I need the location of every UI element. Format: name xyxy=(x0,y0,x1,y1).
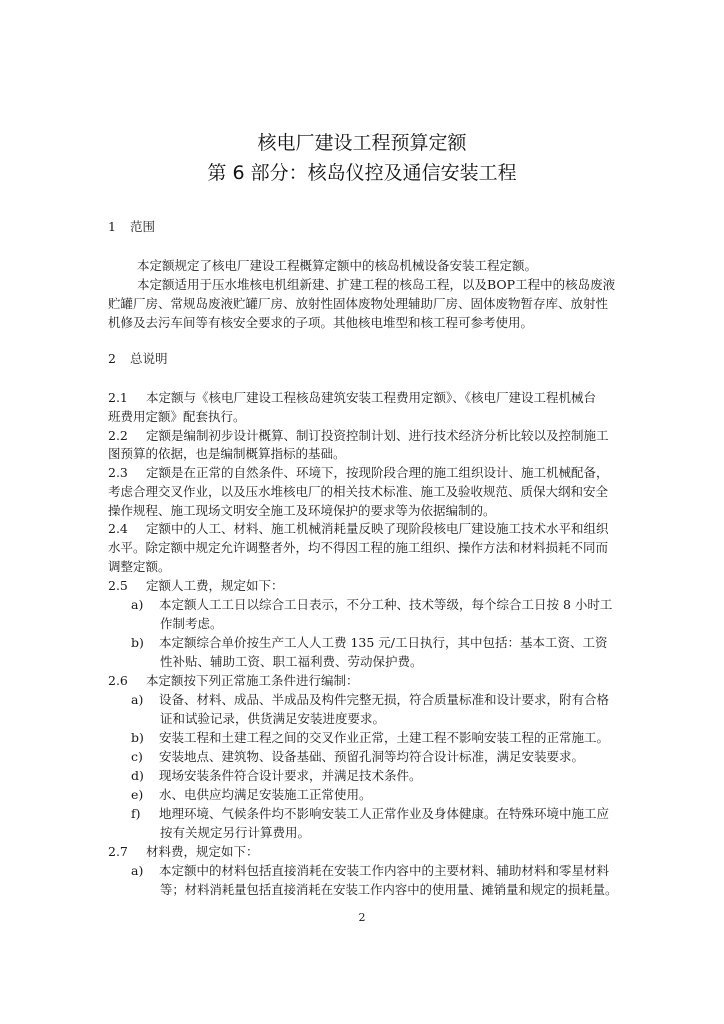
list-marker: a) xyxy=(131,597,144,612)
document-subtitle: 第 6 部分：核岛仪控及通信安装工程 xyxy=(207,162,517,184)
list-item xyxy=(131,729,609,747)
list-continuation: 作制考虑。 xyxy=(160,616,223,631)
list-text: 安装工程和土建工程之间的交叉作业正常，土建工程不影响安装工程的正常施工。 xyxy=(159,730,610,745)
clause-number: 2.1 xyxy=(108,390,128,405)
paragraph-line: 图预算的依据，也是编制概算指标的基础。 xyxy=(108,446,346,461)
list-text: 地理环境、气候条件均不影响安装工人正常作业及身体健康。在特殊环境中施工应 xyxy=(159,806,610,821)
paragraph-line: 本定额规定了核电厂建设工程概算定额中的核岛机械设备安装工程定额。 xyxy=(137,258,538,273)
list-marker: a) xyxy=(131,692,144,707)
paragraph-line: 贮罐厂房、常规岛废液贮罐厂房、放射性固体废物处理辅助厂房、固体废物暂存库、放射性 xyxy=(108,296,609,311)
clause-2-6 xyxy=(108,672,359,690)
clause-text: 本定额与《核电厂建设工程核岛建筑安装工程费用定额》、《核电厂建设工程机械台 xyxy=(146,390,597,405)
list-continuation: 等；材料消耗量包括直接消耗在安装工作内容中的使用量、摊销量和规定的损耗量。 xyxy=(160,882,618,897)
list-marker: b) xyxy=(131,635,144,650)
section-1-heading xyxy=(108,218,155,236)
list-item xyxy=(131,596,612,614)
clause-2-4 xyxy=(108,520,609,538)
document-title: 核电厂建设工程预算定额 xyxy=(257,132,467,154)
clause-text: 定额是编制初步设计概算、制订投资控制计划、进行技术经济分析比较以及控制施工 xyxy=(146,428,609,443)
list-continuation: 性补贴、辅助工资、职工福利费、劳动保护费。 xyxy=(160,654,423,669)
section-title: 范围 xyxy=(130,219,156,234)
list-item xyxy=(131,786,372,804)
list-marker: c) xyxy=(131,749,143,764)
paragraph-line: 考虑合理交叉作业，以及压水堆核电厂的相关技术标准、施工及验收规范、质保大纲和安全 xyxy=(108,484,609,499)
paragraph-line: 水平。除定额中规定允许调整者外，均不得因工程的施工组织、操作方法和材料损耗不同而 xyxy=(108,540,609,555)
list-marker: e) xyxy=(131,787,144,802)
list-marker: b) xyxy=(131,730,144,745)
list-item xyxy=(131,691,609,709)
list-text: 设备、材料、成品、半成品及构件完整无损，符合质量标准和设计要求，附有合格 xyxy=(159,692,610,707)
paragraph-line: 调整定额。 xyxy=(108,559,171,574)
list-text: 水、电供应均满足安装施工正常使用。 xyxy=(159,787,372,802)
list-item xyxy=(131,767,422,785)
clause-text: 定额人工费，规定如下： xyxy=(146,578,284,593)
clause-text: 定额中的人工、材料、施工机械消耗量反映了现阶段核电厂建设施工技术水平和组织 xyxy=(146,521,609,536)
paragraph-line: 班费用定额》配套执行。 xyxy=(108,409,246,424)
clause-number: 2.3 xyxy=(108,465,128,480)
list-marker: d) xyxy=(131,768,144,783)
clause-text: 材料费，规定如下： xyxy=(146,844,259,859)
section-2-heading xyxy=(108,350,168,368)
clause-number: 2.5 xyxy=(108,578,128,593)
list-item xyxy=(131,862,609,880)
list-item xyxy=(131,634,608,652)
clause-text: 定额是在正常的自然条件、环境下，按现阶段合理的施工组织设计、施工机械配备， xyxy=(146,465,609,480)
clause-number: 2.4 xyxy=(108,521,128,536)
clause-2-5 xyxy=(108,577,284,595)
clause-text: 本定额按下列正常施工条件进行编制： xyxy=(146,673,359,688)
list-item xyxy=(131,805,609,823)
clause-2-3 xyxy=(108,464,609,482)
section-number: 1 xyxy=(108,219,116,234)
clause-number: 2.6 xyxy=(108,673,128,688)
paragraph-line: 机修及去污车间等有核安全要求的子项。其他核电堆型和核工程可参考使用。 xyxy=(108,315,534,330)
list-text: 安装地点、建筑物、设备基础、预留孔洞等均符合设计标准，满足安装要求。 xyxy=(159,749,585,764)
clause-2-1 xyxy=(108,389,596,407)
section-number: 2 xyxy=(108,351,116,366)
list-marker: f) xyxy=(131,806,141,821)
list-marker: a) xyxy=(131,863,144,878)
clause-2-2 xyxy=(108,427,609,445)
list-text: 现场安装条件符合设计要求，并满足技术条件。 xyxy=(159,768,422,783)
list-text: 本定额中的材料包括直接消耗在安装工作内容中的主要材料、辅助材料和零星材料 xyxy=(159,863,610,878)
list-text: 本定额综合单价按生产工人人工费 135 元/工日执行，其中包括：基本工资、工资 xyxy=(159,635,608,650)
paragraph-line: 本定额适用于压水堆核电机组新建、扩建工程的核岛工程，以及BOP工程中的核岛废液 xyxy=(137,277,616,292)
section-title: 总说明 xyxy=(130,351,168,366)
page-number: 2 xyxy=(358,911,366,924)
clause-number: 2.2 xyxy=(108,428,128,443)
list-item xyxy=(131,748,584,766)
clause-number: 2.7 xyxy=(108,844,128,859)
list-continuation: 证和试验记录，供货满足安装进度要求。 xyxy=(160,711,386,726)
paragraph-line: 操作规程、施工现场文明安全施工及环境保护的要求等为依据编制的。 xyxy=(108,503,496,518)
list-text: 本定额人工工日以综合工日表示，不分工种、技术等级，每个综合工日按 8 小时工 xyxy=(159,597,613,612)
list-continuation: 按有关规定另行计算费用。 xyxy=(160,825,311,840)
clause-2-7 xyxy=(108,843,259,861)
